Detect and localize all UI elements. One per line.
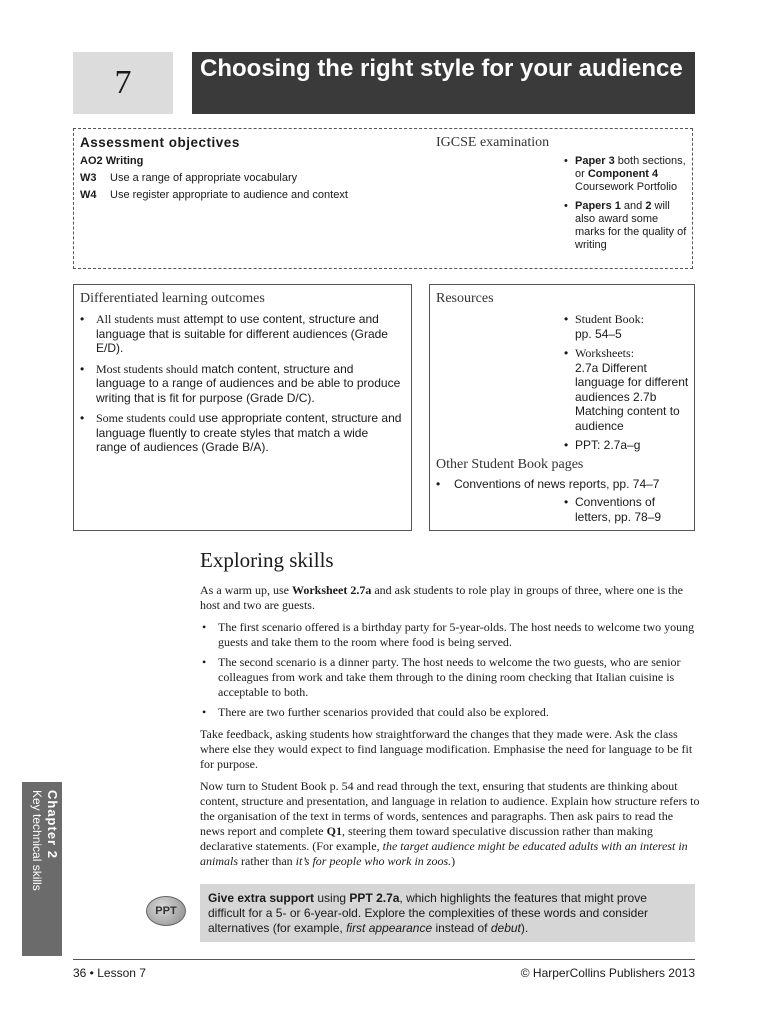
outcome-item: • All students must attempt to use content, structure and language that is suitable for different audiences (Grade E/D). [80,312,402,356]
assessment-heading: Assessment objectives [80,135,240,150]
ppt-icon: PPT [146,896,186,926]
scenario-item: • The second scenario is a dinner party. The host needs to welcome the two guests, who are senior colleagues from work and take them through to the dining room checking that Italian cuisine is acceptable to both. [200,655,700,700]
exam-item: • Paper 3 both sections, or Component 4 Coursework Portfolio [564,155,688,194]
section-heading: Exploring skills [200,548,334,572]
resource-item: • PPT: 2.7a–g [564,438,692,453]
other-page-item: • Conventions of news reports, pp. 74–7 [436,477,660,491]
footer-divider [73,959,695,960]
footer-copyright: © HarperCollins Publishers 2013 [520,966,695,980]
resources-box [429,284,695,531]
assessment-objectives-box [73,128,693,269]
main-content [200,548,700,876]
outcome-item: • Most students should match content, structure and language to a range of audiences and be able to produce writing that is fit for purpose (Grade D/C). [80,362,402,406]
outcome-item: • Some students could use appropriate content, structure and language fluently to create styles that match a wide range of audiences (Grade B/A). [80,411,402,455]
student-book-paragraph: Now turn to Student Book p. 54 and read through the text, ensuring that students are thinking about content, structure and presentation, and language in relation to audience. Explain how structure refers to the organisation of the text in terms of words, sentences and paragraphs. Then ask pairs to read the news report and complete Q1, steering them toward speculative discussion rather than making declarative statements. (For example, the target audience might be educated adults with an interest in animals rather than it’s for people who work in zoos.) [200,779,700,868]
title-banner [192,52,695,114]
page-title: Choosing the right style for your audience [200,55,683,82]
resource-item: • Worksheets: 2.7a Different language for different audiences 2.7b Matching content to audience [564,346,692,433]
scenario-item: • There are two further scenarios provided that could also be explored. [200,705,700,720]
extra-support-text: Give extra support using PPT 2.7a, which highlights the features that might prove difficult for a 5- or 6-year-old. Explore the complexities of these words and consider alternatives (for example, first appearance instead of debut). [208,891,648,935]
ao-label: Writing [105,155,144,167]
objective-text: Use a range of appropriate vocabulary [110,172,298,184]
chapter-section: Key technical skills [30,790,44,891]
objective-row [80,172,297,185]
objective-text: Use register appropriate to audience and context [110,189,348,201]
lesson-number-box [73,52,173,114]
learning-outcomes-box [73,284,412,531]
resource-item: • Student Book: pp. 54–5 [564,312,692,341]
outcomes-heading: Differentiated learning outcomes [80,291,265,306]
objective-row [80,189,348,202]
chapter-side-tab [22,782,62,956]
ao-line [80,155,143,168]
resources-list [564,312,692,458]
resources-heading: Resources [436,291,494,306]
exam-list [564,155,688,252]
objective-code: W4 [80,189,97,201]
other-pages-heading: Other Student Book pages [436,457,584,472]
extra-support-box [200,884,695,942]
lesson-number: 7 [114,64,132,101]
scenario-item: • The first scenario offered is a birthday party for 5-year-olds. The host needs to welcome two young guests and take them to the room where food is being served. [200,620,700,650]
feedback-paragraph: Take feedback, asking students how straightforward the changes that they made were. Ask the class where else they would expect to find language modification. Emphasise the need for language to be fit for purpose. [200,727,693,771]
ao-code: AO2 [80,155,103,167]
chapter-tab-text [22,782,62,956]
other-page-item: • Conventions of letters, pp. 78–9 [564,495,662,524]
footer-page-info: 36 • Lesson 7 [73,966,146,980]
objective-code: W3 [80,172,97,184]
chapter-label: Chapter 2 [45,790,60,859]
scenario-list [200,620,700,720]
exam-item: • Papers 1 and 2 will also award some marks for the quality of writing [564,200,688,252]
exam-heading: IGCSE examination [436,135,550,150]
outcomes-list [80,312,402,461]
intro-paragraph: As a warm up, use Worksheet 2.7a and ask students to role play in groups of three, where one is the host and two are guests. [200,583,683,612]
